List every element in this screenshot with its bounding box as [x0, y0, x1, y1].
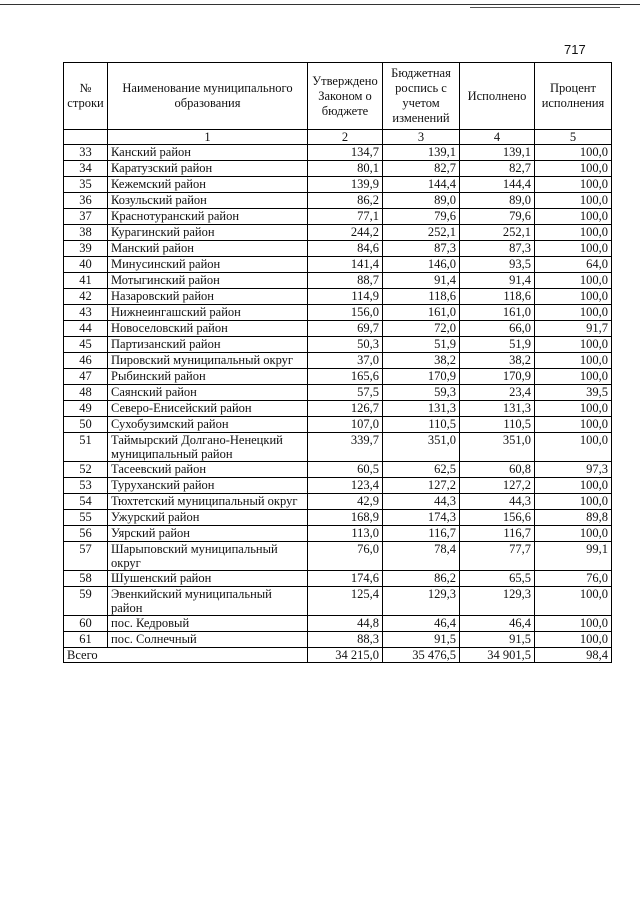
plan-amount: 44,3: [383, 494, 460, 510]
execution-percent: 91,7: [535, 321, 612, 337]
row-number: 49: [64, 401, 108, 417]
plan-amount: 78,4: [383, 542, 460, 571]
executed-amount: 38,2: [460, 353, 535, 369]
execution-percent: 100,0: [535, 193, 612, 209]
execution-percent: 100,0: [535, 337, 612, 353]
execution-percent: 100,0: [535, 417, 612, 433]
municipality-name: Тюхтетский муниципальный округ: [108, 494, 308, 510]
header-row-number: № строки: [64, 63, 108, 130]
row-number: 45: [64, 337, 108, 353]
executed-amount: 118,6: [460, 289, 535, 305]
municipality-name: Партизанский район: [108, 337, 308, 353]
approved-amount: 86,2: [308, 193, 383, 209]
column-number: 2: [308, 130, 383, 145]
municipality-name: Уярский район: [108, 526, 308, 542]
column-number: 5: [535, 130, 612, 145]
municipality-name: Мотыгинский район: [108, 273, 308, 289]
execution-percent: 100,0: [535, 289, 612, 305]
page-number: 717: [564, 42, 586, 57]
executed-amount: 170,9: [460, 369, 535, 385]
executed-amount: 23,4: [460, 385, 535, 401]
header-municipality: Наименование муниципального образования: [108, 63, 308, 130]
table-row: [64, 305, 612, 321]
executed-amount: 46,4: [460, 616, 535, 632]
approved-amount: 69,7: [308, 321, 383, 337]
plan-amount: 38,2: [383, 353, 460, 369]
executed-amount: 87,3: [460, 241, 535, 257]
header-executed: Исполнено: [460, 63, 535, 130]
execution-percent: 100,0: [535, 241, 612, 257]
municipality-name: Таймырский Долгано-Ненецкий муниципальный район: [108, 433, 308, 462]
plan-amount: 62,5: [383, 462, 460, 478]
approved-amount: 84,6: [308, 241, 383, 257]
executed-amount: 51,9: [460, 337, 535, 353]
plan-amount: 144,4: [383, 177, 460, 193]
column-number: 4: [460, 130, 535, 145]
table-row: [64, 161, 612, 177]
executed-amount: 60,8: [460, 462, 535, 478]
executed-amount: 91,5: [460, 632, 535, 648]
plan-amount: 118,6: [383, 289, 460, 305]
approved-amount: 134,7: [308, 145, 383, 161]
approved-amount: 37,0: [308, 353, 383, 369]
column-number: [64, 130, 108, 145]
table-row: [64, 587, 612, 616]
execution-percent: 100,0: [535, 587, 612, 616]
executed-amount: 44,3: [460, 494, 535, 510]
execution-percent: 100,0: [535, 209, 612, 225]
approved-amount: 80,1: [308, 161, 383, 177]
executed-amount: 156,6: [460, 510, 535, 526]
row-number: 40: [64, 257, 108, 273]
header-percent: Процент исполнения: [535, 63, 612, 130]
approved-amount: 168,9: [308, 510, 383, 526]
plan-amount: 139,1: [383, 145, 460, 161]
approved-amount: 244,2: [308, 225, 383, 241]
execution-percent: 100,0: [535, 401, 612, 417]
table-row: [64, 478, 612, 494]
executed-amount: 89,0: [460, 193, 535, 209]
executed-amount: 161,0: [460, 305, 535, 321]
table-row: [64, 433, 612, 462]
top-rule-short: [470, 7, 620, 8]
municipality-name: Тасеевский район: [108, 462, 308, 478]
execution-percent: 100,0: [535, 161, 612, 177]
executed-amount: 79,6: [460, 209, 535, 225]
row-number: 47: [64, 369, 108, 385]
plan-amount: 252,1: [383, 225, 460, 241]
approved-amount: 156,0: [308, 305, 383, 321]
approved-amount: 165,6: [308, 369, 383, 385]
execution-percent: 100,0: [535, 433, 612, 462]
column-number-row: [64, 130, 612, 145]
approved-amount: 141,4: [308, 257, 383, 273]
table-row: [64, 257, 612, 273]
row-number: 52: [64, 462, 108, 478]
row-number: 55: [64, 510, 108, 526]
municipality-name: Сухобузимский район: [108, 417, 308, 433]
approved-amount: 88,7: [308, 273, 383, 289]
row-number: 54: [64, 494, 108, 510]
execution-percent: 97,3: [535, 462, 612, 478]
row-number: 36: [64, 193, 108, 209]
row-number: 56: [64, 526, 108, 542]
executed-amount: 144,4: [460, 177, 535, 193]
execution-percent: 100,0: [535, 177, 612, 193]
row-number: 35: [64, 177, 108, 193]
plan-amount: 170,9: [383, 369, 460, 385]
table-row: [64, 177, 612, 193]
row-number: 46: [64, 353, 108, 369]
municipality-name: Минусинский район: [108, 257, 308, 273]
executed-amount: 139,1: [460, 145, 535, 161]
executed-amount: 127,2: [460, 478, 535, 494]
row-number: 38: [64, 225, 108, 241]
table-row: [64, 193, 612, 209]
row-number: 44: [64, 321, 108, 337]
plan-amount: 146,0: [383, 257, 460, 273]
total-label: Всего: [64, 648, 308, 663]
table-row: [64, 241, 612, 257]
municipality-name: Шушенский район: [108, 571, 308, 587]
table-row: [64, 616, 612, 632]
municipality-name: Канский район: [108, 145, 308, 161]
execution-percent: 100,0: [535, 145, 612, 161]
municipality-name: Козульский район: [108, 193, 308, 209]
table-row: [64, 417, 612, 433]
execution-percent: 100,0: [535, 369, 612, 385]
execution-percent: 100,0: [535, 273, 612, 289]
execution-percent: 76,0: [535, 571, 612, 587]
table-row: [64, 632, 612, 648]
table-row: [64, 369, 612, 385]
approved-amount: 339,7: [308, 433, 383, 462]
municipality-name: Назаровский район: [108, 289, 308, 305]
municipality-name: Новоселовский район: [108, 321, 308, 337]
table-row: [64, 462, 612, 478]
executed-amount: 116,7: [460, 526, 535, 542]
execution-percent: 100,0: [535, 632, 612, 648]
row-number: 43: [64, 305, 108, 321]
row-number: 39: [64, 241, 108, 257]
table-row: [64, 337, 612, 353]
execution-percent: 89,8: [535, 510, 612, 526]
table-row: [64, 526, 612, 542]
municipality-name: Каратузский район: [108, 161, 308, 177]
approved-amount: 126,7: [308, 401, 383, 417]
municipality-name: пос. Кедровый: [108, 616, 308, 632]
executed-amount: 129,3: [460, 587, 535, 616]
header-row: [64, 63, 612, 130]
column-number: 1: [108, 130, 308, 145]
row-number: 61: [64, 632, 108, 648]
approved-amount: 76,0: [308, 542, 383, 571]
row-number: 33: [64, 145, 108, 161]
execution-percent: 100,0: [535, 353, 612, 369]
executed-amount: 82,7: [460, 161, 535, 177]
plan-amount: 72,0: [383, 321, 460, 337]
plan-amount: 127,2: [383, 478, 460, 494]
approved-amount: 88,3: [308, 632, 383, 648]
plan-amount: 86,2: [383, 571, 460, 587]
table-row: [64, 225, 612, 241]
total-row: [64, 648, 612, 663]
executed-amount: 91,4: [460, 273, 535, 289]
execution-percent: 100,0: [535, 494, 612, 510]
table-row: [64, 542, 612, 571]
executed-amount: 65,5: [460, 571, 535, 587]
approved-amount: 113,0: [308, 526, 383, 542]
table-row: [64, 321, 612, 337]
table-row: [64, 353, 612, 369]
row-number: 34: [64, 161, 108, 177]
execution-percent: 100,0: [535, 305, 612, 321]
plan-amount: 110,5: [383, 417, 460, 433]
table-body: [64, 145, 612, 648]
plan-amount: 79,6: [383, 209, 460, 225]
executed-amount: 93,5: [460, 257, 535, 273]
total-plan: 35 476,5: [383, 648, 460, 663]
plan-amount: 351,0: [383, 433, 460, 462]
municipality-name: Кежемский район: [108, 177, 308, 193]
plan-amount: 51,9: [383, 337, 460, 353]
executed-amount: 131,3: [460, 401, 535, 417]
municipality-name: Пировский муниципальный округ: [108, 353, 308, 369]
execution-percent: 99,1: [535, 542, 612, 571]
execution-percent: 100,0: [535, 526, 612, 542]
row-number: 42: [64, 289, 108, 305]
municipality-name: Эвенкийский муниципальный район: [108, 587, 308, 616]
row-number: 37: [64, 209, 108, 225]
execution-percent: 100,0: [535, 478, 612, 494]
approved-amount: 125,4: [308, 587, 383, 616]
row-number: 58: [64, 571, 108, 587]
plan-amount: 89,0: [383, 193, 460, 209]
municipality-name: Краснотуранский район: [108, 209, 308, 225]
plan-amount: 174,3: [383, 510, 460, 526]
header-approved: Утверждено Законом о бюджете: [308, 63, 383, 130]
plan-amount: 161,0: [383, 305, 460, 321]
row-number: 50: [64, 417, 108, 433]
budget-table: [63, 62, 612, 663]
municipality-name: Рыбинский район: [108, 369, 308, 385]
plan-amount: 59,3: [383, 385, 460, 401]
executed-amount: 66,0: [460, 321, 535, 337]
plan-amount: 91,4: [383, 273, 460, 289]
row-number: 48: [64, 385, 108, 401]
municipality-name: Туруханский район: [108, 478, 308, 494]
table-row: [64, 289, 612, 305]
plan-amount: 91,5: [383, 632, 460, 648]
execution-percent: 64,0: [535, 257, 612, 273]
executed-amount: 77,7: [460, 542, 535, 571]
row-number: 53: [64, 478, 108, 494]
table-row: [64, 510, 612, 526]
table-row: [64, 385, 612, 401]
municipality-name: Нижнеингашский район: [108, 305, 308, 321]
executed-amount: 351,0: [460, 433, 535, 462]
approved-amount: 42,9: [308, 494, 383, 510]
municipality-name: пос. Солнечный: [108, 632, 308, 648]
row-number: 59: [64, 587, 108, 616]
municipality-name: Саянский район: [108, 385, 308, 401]
municipality-name: Манский район: [108, 241, 308, 257]
row-number: 60: [64, 616, 108, 632]
header-plan: Бюджетная роспись с учетом изменений: [383, 63, 460, 130]
approved-amount: 60,5: [308, 462, 383, 478]
table-row: [64, 273, 612, 289]
executed-amount: 110,5: [460, 417, 535, 433]
plan-amount: 129,3: [383, 587, 460, 616]
plan-amount: 82,7: [383, 161, 460, 177]
approved-amount: 44,8: [308, 616, 383, 632]
approved-amount: 139,9: [308, 177, 383, 193]
plan-amount: 46,4: [383, 616, 460, 632]
approved-amount: 174,6: [308, 571, 383, 587]
column-number: 3: [383, 130, 460, 145]
approved-amount: 57,5: [308, 385, 383, 401]
table-row: [64, 494, 612, 510]
total-percent: 98,4: [535, 648, 612, 663]
row-number: 41: [64, 273, 108, 289]
municipality-name: Северо-Енисейский район: [108, 401, 308, 417]
table-row: [64, 571, 612, 587]
approved-amount: 114,9: [308, 289, 383, 305]
approved-amount: 123,4: [308, 478, 383, 494]
executed-amount: 252,1: [460, 225, 535, 241]
top-rule: [0, 4, 640, 5]
municipality-name: Шарыповский муниципальный округ: [108, 542, 308, 571]
table-row: [64, 209, 612, 225]
plan-amount: 131,3: [383, 401, 460, 417]
approved-amount: 77,1: [308, 209, 383, 225]
row-number: 51: [64, 433, 108, 462]
table-row: [64, 145, 612, 161]
total-approved: 34 215,0: [308, 648, 383, 663]
table-row: [64, 401, 612, 417]
execution-percent: 100,0: [535, 225, 612, 241]
approved-amount: 50,3: [308, 337, 383, 353]
total-executed: 34 901,5: [460, 648, 535, 663]
execution-percent: 39,5: [535, 385, 612, 401]
approved-amount: 107,0: [308, 417, 383, 433]
execution-percent: 100,0: [535, 616, 612, 632]
plan-amount: 87,3: [383, 241, 460, 257]
row-number: 57: [64, 542, 108, 571]
plan-amount: 116,7: [383, 526, 460, 542]
municipality-name: Курагинский район: [108, 225, 308, 241]
municipality-name: Ужурский район: [108, 510, 308, 526]
